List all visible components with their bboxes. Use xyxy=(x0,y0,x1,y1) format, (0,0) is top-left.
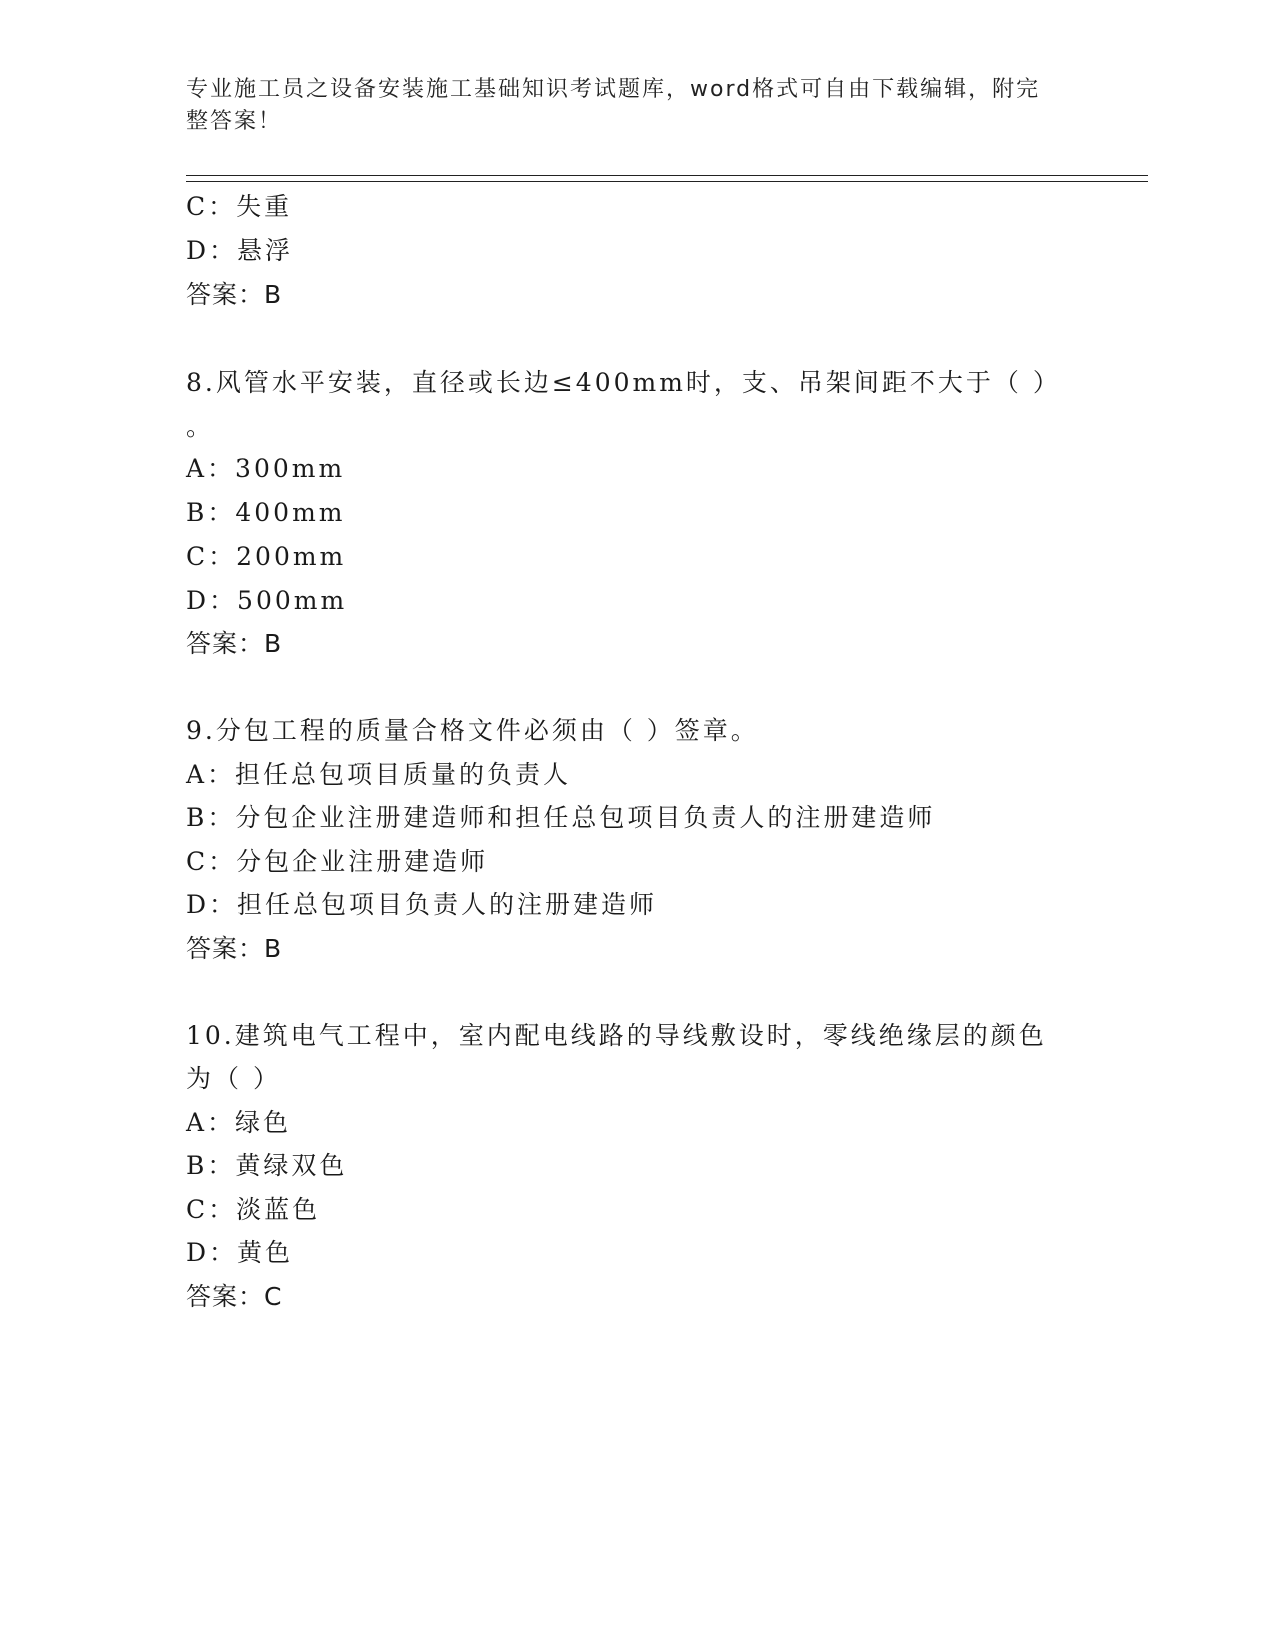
q10-option-c: C：淡蓝色 xyxy=(186,1195,321,1224)
header-rule-bottom xyxy=(186,181,1148,182)
prev-answer: 答案：B xyxy=(186,280,283,309)
q10-answer: 答案：C xyxy=(186,1282,283,1311)
header-line-1: 专业施工员之设备安装施工基础知识考试题库，word格式可自由下载编辑，附完 xyxy=(186,77,1041,102)
q10-stem-line-1: 10.建筑电气工程中，室内配电线路的导线敷设时，零线绝缘层的颜色 xyxy=(186,1021,1047,1050)
q8-option-c: C：200mm xyxy=(186,542,347,571)
q9-answer: 答案：B xyxy=(186,934,283,963)
q10-option-b: B：黄绿双色 xyxy=(186,1151,348,1180)
q10-option-d: D：黄色 xyxy=(186,1238,294,1267)
q9-option-b: B：分包企业注册建造师和担任总包项目负责人的注册建造师 xyxy=(186,803,936,832)
prev-option-d: D：悬浮 xyxy=(186,236,294,265)
q8-option-a: A：300mm xyxy=(186,454,346,483)
header-line-2: 整答案！ xyxy=(186,109,283,134)
page-header xyxy=(186,74,1066,138)
q9-option-a: A：担任总包项目质量的负责人 xyxy=(186,760,572,789)
q10-option-a: A：绿色 xyxy=(186,1108,292,1137)
q8-stem-line-2: 。 xyxy=(186,412,215,441)
q8-answer: 答案：B xyxy=(186,629,283,658)
q10-stem-line-2: 为（ ） xyxy=(186,1064,281,1093)
prev-option-c: C：失重 xyxy=(186,192,293,221)
header-rule-top xyxy=(186,175,1148,176)
q8-option-d: D：500mm xyxy=(186,586,348,615)
q8-stem-line-1: 8.风管水平安装，直径或长边≤400mm时，支、吊架间距不大于（ ） xyxy=(186,368,1061,397)
q9-option-d: D：担任总包项目负责人的注册建造师 xyxy=(186,890,658,919)
q9-stem: 9.分包工程的质量合格文件必须由（ ）签章。 xyxy=(186,716,759,745)
q8-option-b: B：400mm xyxy=(186,498,346,527)
q9-option-c: C：分包企业注册建造师 xyxy=(186,847,489,876)
